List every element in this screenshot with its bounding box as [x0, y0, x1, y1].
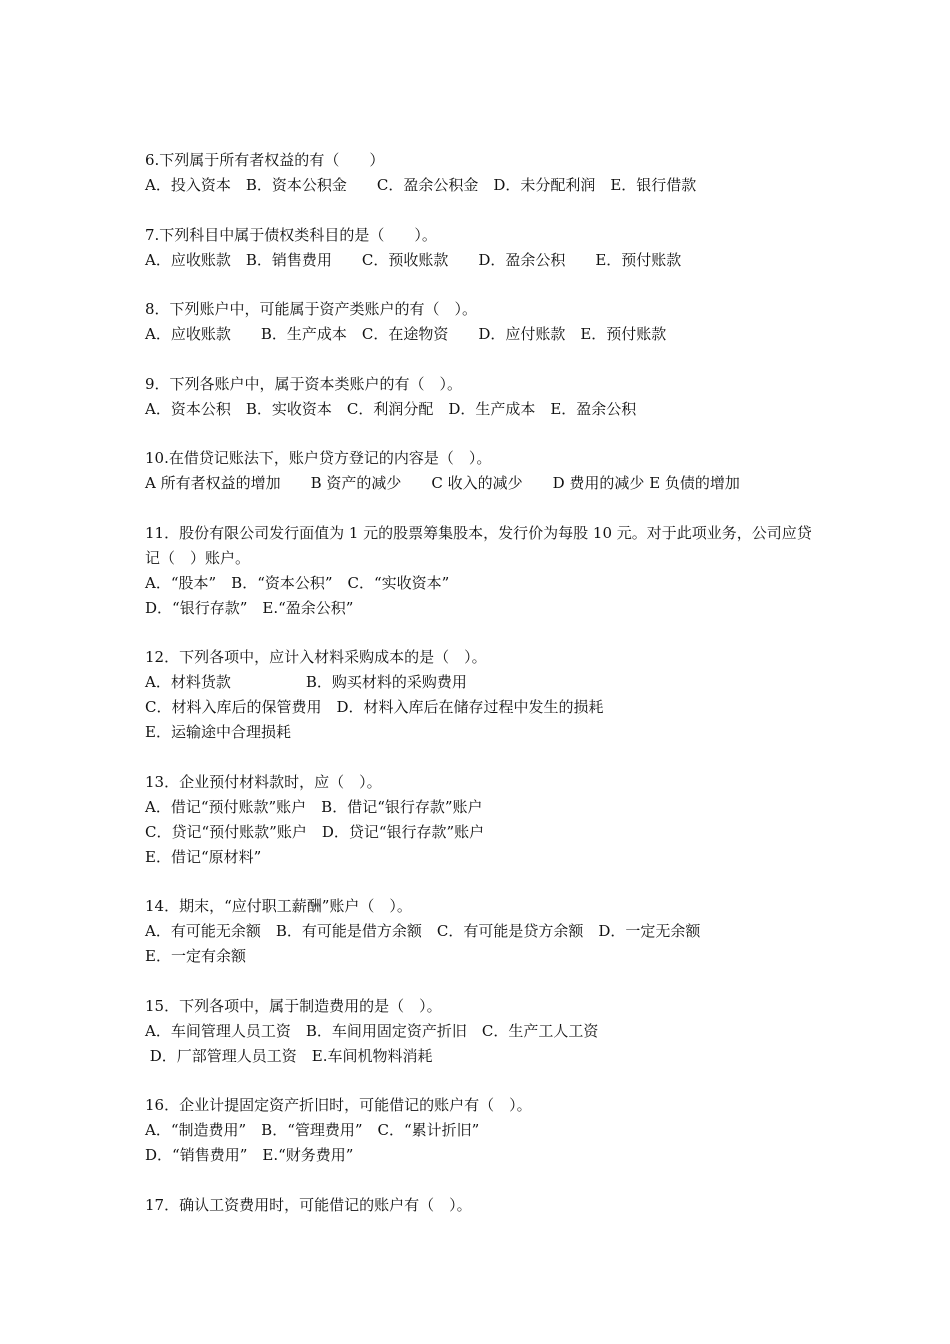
question-12: [145, 645, 825, 745]
question-9: [145, 372, 825, 422]
question-10: [145, 446, 825, 496]
question-stem: 10.在借贷记账法下，账户贷方登记的内容是（ ）。: [145, 449, 492, 467]
question-17: [145, 1193, 825, 1218]
question-8: [145, 297, 825, 347]
question-14: [145, 894, 825, 969]
question-options: D．“销售费用” E.“财务费用”: [145, 1146, 354, 1164]
question-options: A．有可能无余额 B．有可能是借方余额 C．有可能是贷方余额 D．一定无余额: [145, 922, 701, 940]
question-stem: 6.下列属于所有者权益的有（ ）: [145, 151, 385, 169]
question-stem: 15．下列各项中，属于制造费用的是（ ）。: [145, 996, 442, 1015]
question-stem: 11．股份有限公司发行面值为 1 元的股票筹集股本，发行价为每股 10 元。对于此项业务，公司应贷记（ ）账户。: [145, 523, 812, 567]
question-options: D．“银行存款” E.“盈余公积”: [145, 598, 354, 617]
question-options: A．“制造费用” B．“管理费用” C．“累计折旧”: [145, 1121, 480, 1139]
question-options: A．投入资本 B．资本公积金 C．盈余公积金 D．未分配利润 E．银行借款: [145, 176, 697, 194]
question-options: A．应收账款 B．销售费用 C．预收账款 D．盈余公积 E．预付账款: [145, 250, 682, 269]
question-stem: 9．下列各账户中，属于资本类账户的有（ ）。: [145, 374, 463, 393]
question-stem: 17．确认工资费用时，可能借记的账户有（ ）。: [145, 1195, 472, 1214]
question-options: E．运输途中合理损耗: [145, 723, 291, 741]
question-options: A．资本公积 B．实收资本 C．利润分配 D．生产成本 E．盈余公积: [145, 399, 637, 418]
question-options: A．借记“预付账款”账户 B．借记“银行存款”账户: [145, 797, 483, 816]
question-options: E．一定有余额: [145, 947, 246, 965]
question-11: [145, 521, 825, 621]
question-options: A．材料货款 B．购买材料的采购费用: [145, 673, 467, 691]
question-options: A 所有者权益的增加 B 资产的减少 C 收入的减少 D 费用的减少 E 负债的增加: [145, 474, 740, 492]
question-options: C．材料入库后的保管费用 D．材料入库后在储存过程中发生的损耗: [145, 698, 604, 716]
question-7: [145, 223, 825, 273]
question-stem: 12．下列各项中，应计入材料采购成本的是（ ）。: [145, 648, 487, 666]
question-stem: 13．企业预付材料款时，应（ ）。: [145, 772, 382, 791]
question-options: D．厂部管理人员工资 E.车间机物料消耗: [145, 1046, 433, 1065]
question-13: [145, 770, 825, 870]
question-list: [145, 148, 825, 1242]
question-options: A．“股本” B．“资本公积” C．“实收资本”: [145, 573, 450, 592]
question-stem: 16．企业计提固定资产折旧时，可能借记的账户有（ ）。: [145, 1096, 532, 1114]
question-options: A．应收账款 B．生产成本 C．在途物资 D．应付账款 E．预付账款: [145, 325, 667, 343]
question-options: A．车间管理人员工资 B．车间用固定资产折旧 C．生产工人工资: [145, 1021, 599, 1040]
question-16: [145, 1093, 825, 1168]
question-stem: 8．下列账户中，可能属于资产类账户的有（ ）。: [145, 300, 478, 318]
question-6: [145, 148, 825, 198]
question-options: C．贷记“预付账款”账户 D．贷记“银行存款”账户: [145, 822, 485, 841]
question-15: [145, 994, 825, 1069]
question-options: E．借记“原材料”: [145, 847, 262, 866]
question-stem: 7.下列科目中属于债权类科目的是（ ）。: [145, 225, 437, 244]
question-stem: 14．期末，“应付职工薪酬”账户（ ）。: [145, 897, 412, 915]
